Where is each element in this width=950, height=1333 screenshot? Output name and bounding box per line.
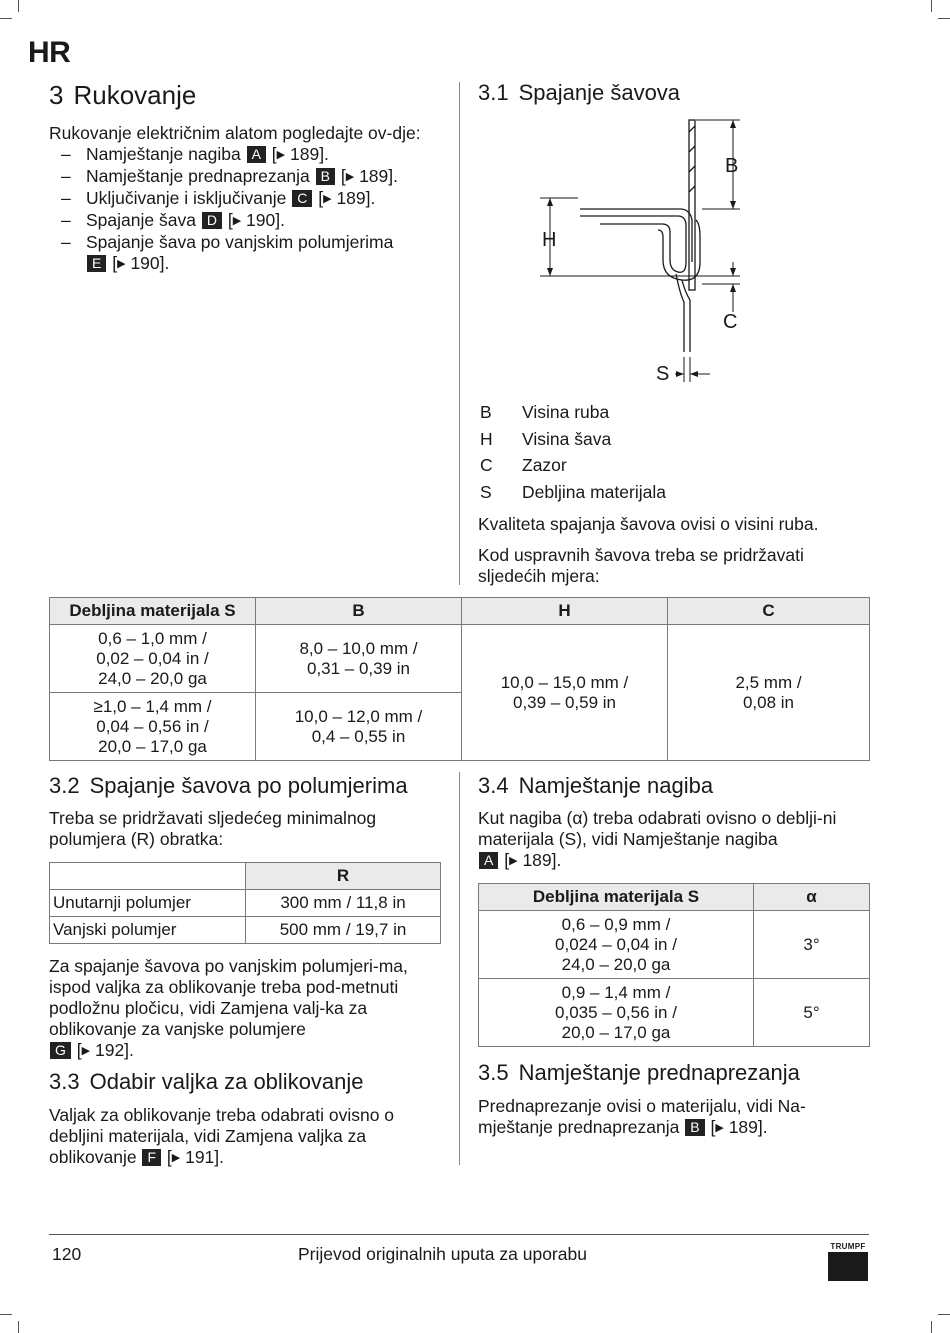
sheet-tail-inner: [676, 274, 684, 352]
crop-mark: [931, 0, 932, 12]
legend-row: [480, 426, 860, 453]
cell-line: 24,0 – 20,0 ga: [98, 668, 207, 688]
page-number: 120: [52, 1244, 82, 1264]
arrow-icon: ▶: [117, 258, 126, 270]
legend-key: B: [480, 402, 492, 422]
figure-tag: F: [142, 1149, 161, 1166]
table-cell: 3°: [754, 911, 870, 979]
section-3-4-heading: [478, 773, 870, 799]
legend-key: C: [480, 455, 493, 475]
section-3-5-body: [478, 1096, 870, 1139]
paragraph: Prednaprezanje ovisi o materijalu, vidi Na-mještanje prednaprezanja: [478, 1096, 806, 1137]
page-ref[interactable]: 189].: [728, 1117, 768, 1137]
arrow-icon: ▶: [323, 193, 332, 205]
list-item-text: Spajanje šava po vanjskim polumjerima: [86, 232, 394, 252]
ref-bracket: [: [112, 253, 118, 273]
figure-tag: D: [202, 212, 222, 229]
angle-table: [478, 883, 870, 1047]
arrow-icon: ▶: [509, 855, 518, 867]
section-title: Rukovanje: [73, 80, 197, 110]
cell-line: 0,02 – 0,04 in /: [96, 648, 209, 668]
page-ref[interactable]: 189].: [522, 850, 562, 870]
crop-mark: [938, 1314, 950, 1315]
section-title: Spajanje šavova: [518, 80, 681, 105]
paragraph: Kod uspravnih šavova treba se pridržavati sljedećih mjera:: [478, 545, 804, 586]
ref-bracket: [: [227, 210, 233, 230]
ref-bracket: [: [318, 188, 324, 208]
ref-bracket: [: [76, 1040, 82, 1060]
paragraph: Valjak za oblikovanje treba odabrati ovisno o debljini materijala, vidi Zamjena valjka za oblikovanje: [49, 1105, 395, 1167]
radius-table: [49, 862, 441, 944]
cell-line: 0,31 – 0,39 in: [306, 658, 411, 678]
cell-line: 0,6 – 1,0 mm /: [98, 628, 207, 648]
figure-tag: G: [50, 1042, 71, 1059]
table-cell: [256, 693, 462, 761]
section-number: 3.5: [478, 1060, 509, 1085]
cell-line: 0,08 in: [742, 692, 795, 712]
table-cell: 5°: [754, 979, 870, 1047]
table-row: [50, 890, 441, 917]
table-header: C: [668, 598, 870, 625]
table-cell: 300 mm / 11,8 in: [246, 890, 441, 917]
table-cell: [462, 625, 668, 761]
ref-bracket: [: [271, 144, 277, 164]
list-item[interactable]: [49, 144, 444, 166]
label-s: S: [656, 363, 670, 385]
legend-key: H: [480, 428, 493, 449]
legend-value: Visina šava: [522, 428, 612, 449]
section-3-3-body: [49, 1105, 444, 1169]
cell-line: 20,0 – 17,0 ga: [98, 736, 207, 756]
table-cell: Vanjski polumjer: [50, 917, 246, 944]
diagram-legend: [480, 399, 860, 505]
figure-tag: E: [87, 255, 106, 272]
legend-value: Visina ruba: [522, 402, 610, 422]
section-3-3-heading: [49, 1069, 444, 1095]
crop-mark: [0, 1314, 12, 1315]
legend-key: S: [480, 481, 492, 502]
table-row: [50, 625, 870, 693]
section-3-1-body: [478, 514, 868, 587]
seam-dimensions-table: [49, 597, 870, 761]
section-3-4-body: [478, 808, 870, 872]
column-divider: [459, 772, 460, 1165]
flange-outline: [689, 120, 695, 290]
table-cell: Unutarnji polumjer: [50, 890, 246, 917]
cell-line: 0,04 – 0,56 in /: [96, 716, 209, 736]
section-3: [49, 80, 444, 275]
section-3-3: [49, 1069, 444, 1169]
sheet-outer: [580, 209, 692, 262]
table-header: Debljina materijala S: [479, 884, 754, 911]
arrow-icon: ▶: [81, 1045, 91, 1057]
section-3-4: [478, 773, 870, 872]
label-h: H: [542, 229, 557, 251]
arrow-icon: ▶: [276, 149, 286, 161]
cell-line: 0,4 – 0,55 in: [311, 726, 406, 746]
section-title: Namještanje prednaprezanja: [518, 1060, 800, 1085]
page-ref[interactable]: 189].: [336, 188, 376, 208]
cell-line: 24,0 – 20,0 ga: [561, 954, 671, 974]
legend-row: [480, 479, 860, 506]
page-ref[interactable]: 189].: [290, 144, 329, 164]
intro-text: Rukovanje električnim alatom pogledajte ov-dje:: [49, 123, 421, 143]
table-cell: 500 mm / 19,7 in: [246, 917, 441, 944]
paragraph: Treba se pridržavati sljedećeg minimalnog polumjera (R) obratka:: [49, 808, 377, 849]
list-item[interactable]: [49, 188, 444, 210]
section-3-2-heading: [49, 773, 444, 799]
table-header: H: [462, 598, 668, 625]
column-divider: [459, 82, 460, 585]
ref-bracket: [: [340, 166, 346, 186]
legend-row: [480, 452, 860, 479]
section-number: 3.1: [478, 80, 509, 105]
arrow-icon: ▶: [171, 1152, 181, 1164]
table-header: R: [246, 863, 441, 890]
cell-line: 0,9 – 1,4 mm /: [561, 982, 671, 1002]
figure-tag: B: [316, 168, 335, 185]
ref-bracket: [: [710, 1117, 716, 1137]
cell-line: 0,6 – 0,9 mm /: [561, 914, 671, 934]
arrow-icon: ▶: [345, 171, 355, 183]
cell-line: 0,035 – 0,56 in /: [555, 1002, 677, 1022]
operation-list: [49, 144, 444, 275]
arrow-icon: ▶: [232, 215, 242, 227]
page-ref[interactable]: 191].: [185, 1147, 225, 1167]
cell-line: 0,024 – 0,04 in /: [555, 934, 677, 954]
paragraph: Kut nagiba (α) treba odabrati ovisno o deblji-ni materijala (S), vidi Namještanje nagiba: [478, 808, 837, 849]
cell-line: 2,5 mm /: [735, 672, 802, 692]
footer-text: Prijevod originalnih uputa za uporabu: [298, 1244, 587, 1264]
label-b: B: [725, 155, 739, 177]
table-header: Debljina materijala S: [50, 598, 256, 625]
list-item[interactable]: [49, 210, 444, 232]
table-cell: [50, 863, 246, 890]
figure-tag: B: [685, 1119, 704, 1136]
ref-bracket: [: [166, 1147, 172, 1167]
section-3-2-body: [49, 956, 441, 1062]
section-number: 3: [49, 80, 64, 110]
arrow-icon: ▶: [715, 1122, 724, 1134]
table-row: [50, 917, 441, 944]
section-3-1-heading-block: [478, 80, 878, 106]
page-ref[interactable]: 190].: [246, 210, 285, 230]
page-ref[interactable]: 192].: [94, 1040, 134, 1060]
list-item-text: Uključivanje i isključivanje: [86, 188, 287, 208]
legend-value: Zazor: [522, 455, 567, 475]
section-3-heading: [49, 80, 444, 111]
table-row: [479, 979, 870, 1047]
cell-line: 10,0 – 15,0 mm /: [500, 672, 629, 692]
list-item[interactable]: [49, 232, 444, 275]
section-number: 3.2: [49, 773, 80, 798]
crop-mark: [931, 1321, 932, 1333]
cell-line: 8,0 – 10,0 mm /: [299, 638, 418, 658]
section-3-5-heading: [478, 1060, 870, 1086]
table-header: α: [754, 884, 870, 911]
list-item-text: Namještanje prednaprezanja: [86, 166, 310, 186]
table-cell: [479, 979, 754, 1047]
table-header: B: [256, 598, 462, 625]
crop-mark: [18, 1321, 19, 1333]
cell-line: 10,0 – 12,0 mm /: [294, 706, 423, 726]
table-cell: [50, 693, 256, 761]
logo-block: [828, 1252, 868, 1281]
page-ref[interactable]: 189].: [359, 166, 398, 186]
footer-divider: [49, 1234, 869, 1235]
table-cell: [668, 625, 870, 761]
cell-line: 20,0 – 17,0 ga: [561, 1022, 671, 1042]
table-cell: [256, 625, 462, 693]
trumpf-logo: [828, 1242, 868, 1281]
paragraph: Za spajanje šavova po vanjskim polumjeri-ma, ispod valjka za oblikovanje treba pod-metnuti podložnu pločicu, vidi Zamjena valj-ka za oblikovanje za vanjske polumjere: [49, 956, 408, 1039]
sheet-fold: [658, 220, 700, 280]
sheet-inner: [580, 216, 686, 272]
crop-mark: [938, 18, 950, 19]
list-item-text: Namještanje nagiba: [86, 144, 241, 164]
section-3-1-heading: [478, 80, 878, 106]
list-item[interactable]: [49, 166, 444, 188]
list-item-text: Spajanje šava: [86, 210, 196, 230]
table-row: [479, 911, 870, 979]
legend-value: Debljina materijala: [522, 481, 666, 502]
legend-row: [480, 399, 860, 426]
section-number: 3.3: [49, 1069, 80, 1094]
crop-mark: [18, 0, 19, 12]
ref-bracket: [: [504, 850, 510, 870]
page-ref[interactable]: 190].: [130, 253, 170, 273]
section-title: Odabir valjka za oblikovanje: [89, 1069, 364, 1094]
section-3-body: [49, 123, 444, 275]
cell-line: 0,39 – 0,59 in: [512, 692, 617, 712]
section-title: Namještanje nagiba: [518, 773, 714, 798]
section-3-2: [49, 773, 444, 850]
section-number: 3.4: [478, 773, 509, 798]
figure-tag: A: [247, 146, 266, 163]
section-3-5: [478, 1060, 870, 1139]
label-c: C: [723, 311, 738, 333]
table-cell: [50, 625, 256, 693]
cell-line: ≥1,0 – 1,4 mm /: [93, 696, 212, 716]
crop-mark: [0, 18, 12, 19]
seam-diagram: [530, 112, 760, 387]
figure-tag: A: [479, 852, 498, 869]
sheet-tail: [682, 280, 690, 352]
language-code: HR: [28, 36, 71, 69]
figure-tag: C: [292, 190, 312, 207]
table-cell: [479, 911, 754, 979]
paragraph: Kvaliteta spajanja šavova ovisi o visini ruba.: [478, 514, 819, 534]
section-title: Spajanje šavova po polumjerima: [89, 773, 408, 798]
logo-text: TRUMPF: [830, 1242, 866, 1251]
